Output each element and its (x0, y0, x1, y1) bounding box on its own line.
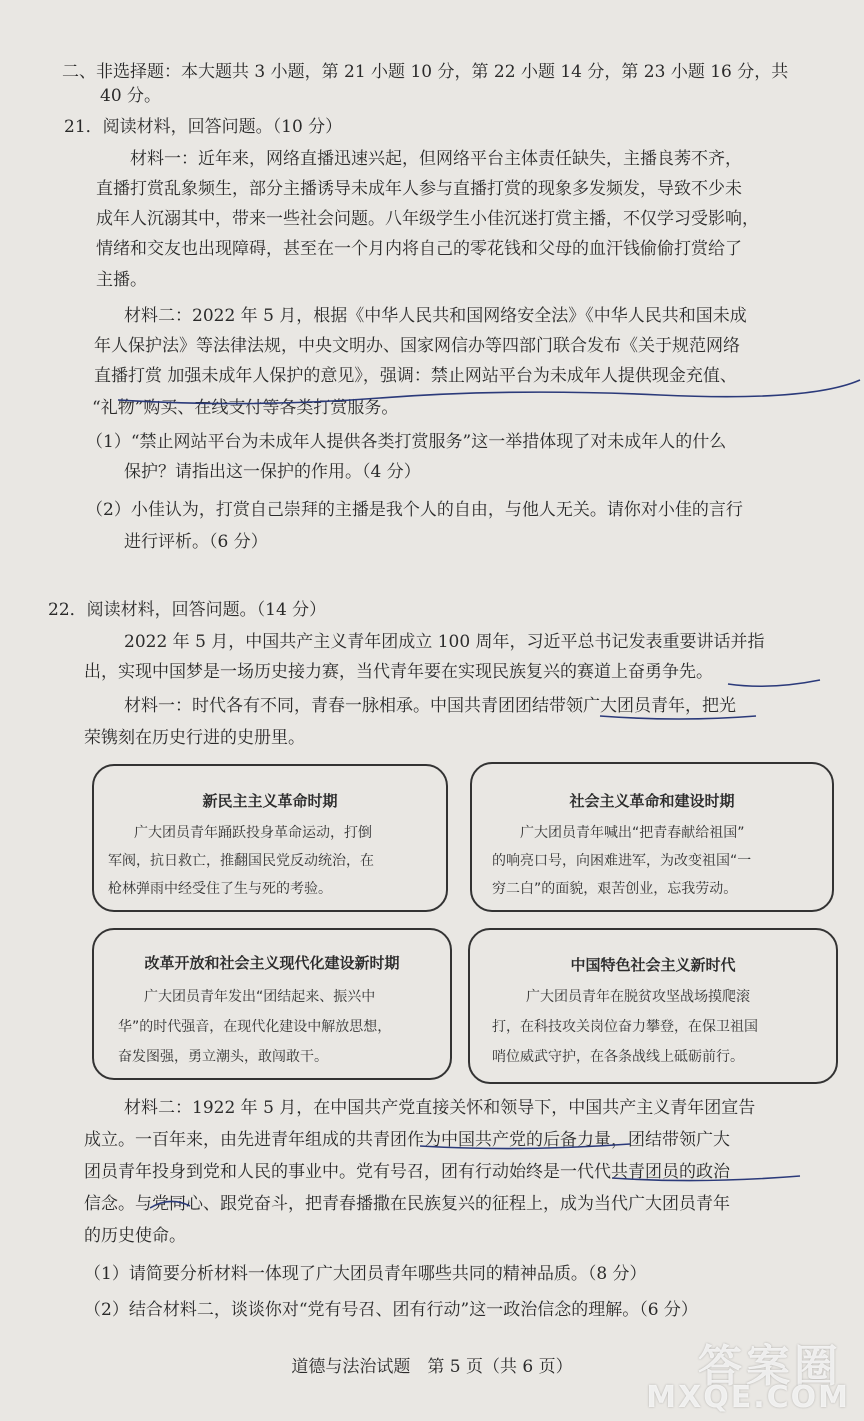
q21-material1-line: 材料一：近年来，网络直播迅速兴起，但网络平台主体责任缺失，主播良莠不齐， (130, 149, 742, 169)
q21-material1-line: 主播。 (96, 270, 147, 290)
period-text-line: 广大团员青年踊跃投身革命运动，打倒 (134, 825, 372, 841)
q21-material2-line: 材料二：2022 年 5 月，根据《中华人民共和国网络安全法》《中华人民共和国未成 (124, 306, 747, 326)
period-title: 中国特色社会主义新时代 (570, 956, 736, 974)
q22-material2-line: 材料二：1922 年 5 月，在中国共产党直接关怀和领导下，中国共产主义青年团宣告 (124, 1098, 756, 1118)
q22-material2-line: 信念。与党同心、跟党奋斗，把青春播撒在民族复兴的征程上，成为当代广大团员青年 (84, 1194, 730, 1214)
watermark-logo-en: MXQE.COM (646, 1380, 850, 1415)
q21-subquestion-2-cont: 进行评析。（6 分） (124, 532, 268, 552)
section-heading: 二、非选择题：本大题共 3 小题，第 21 小题 10 分，第 22 小题 14 分，第 23 小题 16 分，共 (62, 62, 789, 82)
period-text-line: 打，在科技攻关岗位奋力攀登，在保卫祖国 (492, 1019, 758, 1035)
period-text-line: 穷二白”的面貌，艰苦创业，忘我劳动。 (492, 881, 738, 897)
period-title: 新民主主义革命时期 (202, 792, 338, 810)
q21-subquestion-2: （2）小佳认为，打赏自己崇拜的主播是我个人的自由，与他人无关。请你对小佳的言行 (86, 500, 743, 520)
period-text-line: 奋发图强，勇立潮头，敢闯敢干。 (118, 1049, 328, 1065)
period-text-line: 广大团员青年喊出“把青春献给祖国” (520, 825, 745, 841)
q22-material1-line: 荣镌刻在历史行进的史册里。 (84, 728, 305, 748)
section-heading-cont: 40 分。 (100, 86, 162, 106)
q22-intro-line: 出，实现中国梦是一场历史接力赛，当代青年要在实现民族复兴的赛道上奋勇争先。 (84, 662, 713, 682)
period-text-line: 华”的时代强音，在现代化建设中解放思想， (118, 1019, 392, 1035)
q22-material1-line: 材料一：时代各有不同，青春一脉相承。中国共青团团结带领广大团员青年，把光 (124, 696, 736, 716)
q21-material1-line: 成年人沉溺其中，带来一些社会问题。八年级学生小佳沉迷打赏主播，不仅学习受影响， (96, 209, 759, 229)
q21-subquestion-1: （1）“禁止网站平台为未成年人提供各类打赏服务”这一举措体现了对未成年人的什么 (86, 432, 727, 452)
period-text-line: 军阀，抗日救亡，推翻国民党反动统治，在 (108, 853, 374, 869)
q22-subquestion-2: （2）结合材料二，谈谈你对“党有号召、团有行动”这一政治信念的理解。（6 分） (84, 1300, 698, 1320)
q22-material2-line: 的历史使命。 (84, 1226, 186, 1246)
period-title: 社会主义革命和建设时期 (569, 792, 735, 810)
period-text-line: 哨位威武守护，在各条战线上砥砺前行。 (492, 1049, 744, 1065)
period-text-line: 枪林弹雨中经受住了生与死的考验。 (108, 881, 332, 897)
q21-material2-line: “礼物”购买、在线支付等各类打赏服务。 (92, 398, 399, 418)
watermark-logo-cn: 答案圈 (698, 1341, 842, 1392)
period-text-line: 广大团员青年在脱贫攻坚战场摸爬滚 (526, 989, 750, 1005)
q21-subquestion-1-cont: 保护？请指出这一保护的作用。（4 分） (124, 462, 421, 482)
q21-material1-line: 情绪和交友也出现障碍，甚至在一个月内将自己的零花钱和父母的血汗钱偷偷打赏给了 (96, 239, 742, 259)
q22-intro-line: 2022 年 5 月，中国共产主义青年团成立 100 周年，习近平总书记发表重要讲话并指 (124, 632, 765, 652)
q21-material2-line: 直播打赏 加强未成年人保护的意见》，强调：禁止网站平台为未成年人提供现金充值、 (94, 366, 737, 386)
q21-title: 21．阅读材料，回答问题。（10 分） (64, 117, 343, 137)
q22-subquestion-1: （1）请简要分析材料一体现了广大团员青年哪些共同的精神品质。（8 分） (84, 1264, 647, 1284)
q22-title: 22．阅读材料，回答问题。（14 分） (48, 600, 327, 620)
period-text-line: 广大团员青年发出“团结起来、振兴中 (144, 989, 376, 1005)
q21-material2-line: 年人保护法》等法律法规，中央文明办、国家网信办等四部门联合发布《关于规范网络 (94, 336, 740, 356)
period-text-line: 的响亮口号，向困难进军，为改变祖国“一 (492, 853, 752, 869)
q22-material2-line: 团员青年投身到党和人民的事业中。党有号召，团有行动始终是一代代共青团员的政治 (84, 1162, 730, 1182)
q21-material1-line: 直播打赏乱象频生，部分主播诱导未成年人参与直播打赏的现象多发频发，导致不少未 (96, 179, 742, 199)
q22-material2-line: 成立。一百年来，由先进青年组成的共青团作为中国共产党的后备力量，团结带领广大 (84, 1130, 730, 1150)
page-footer: 道德与法治试题 第 5 页（共 6 页） (291, 1357, 573, 1377)
period-title: 改革开放和社会主义现代化建设新时期 (144, 954, 400, 972)
